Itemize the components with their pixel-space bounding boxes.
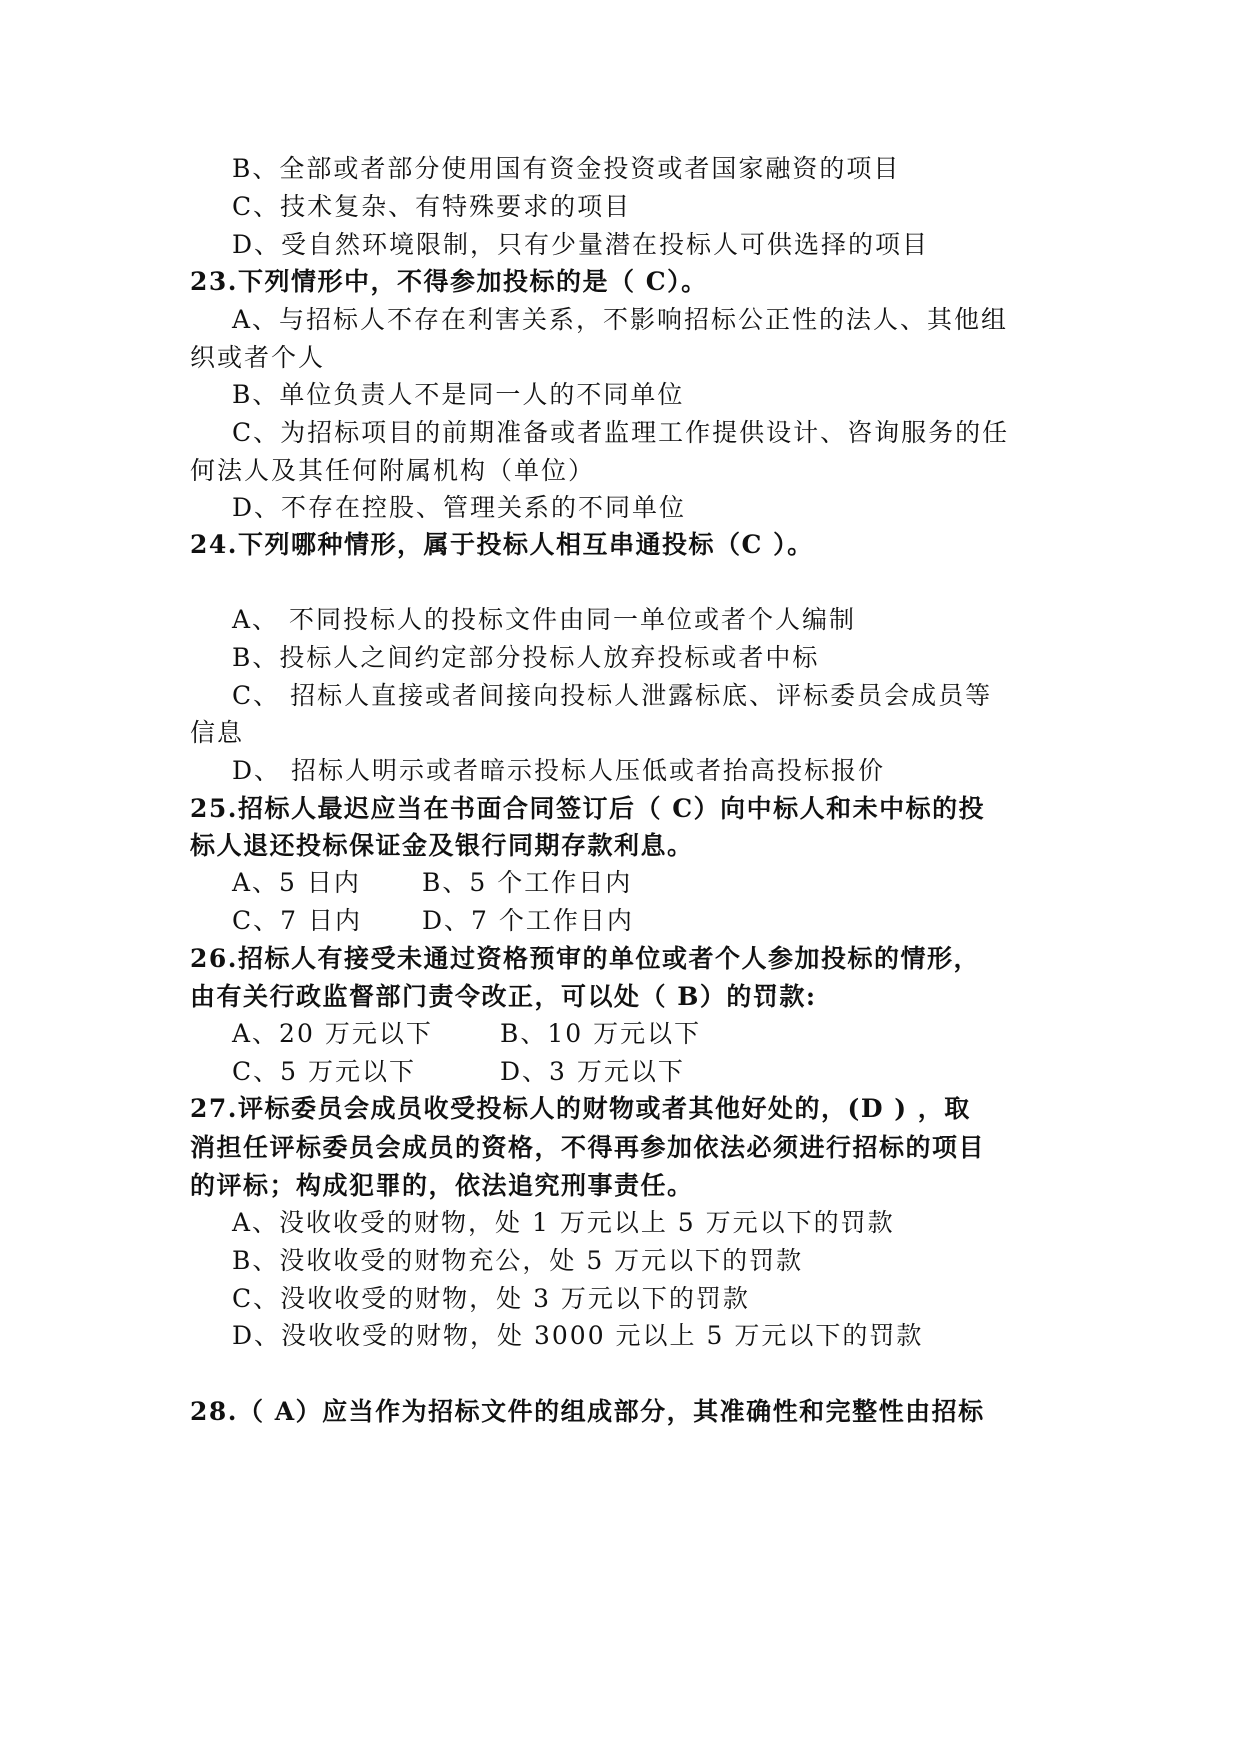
- q27-question-line2: 消担任评标委员会成员的资格，不得再参加依法必须进行招标的项目: [190, 1133, 986, 1162]
- q27-question-line3: 的评标；构成犯罪的，依法追究刑事责任。: [190, 1171, 694, 1200]
- q25-option-d: D、7 个工作日内: [422, 906, 634, 935]
- q26-question-line1: 26.招标人有接受未通过资格预审的单位或者个人参加投标的情形，: [190, 944, 980, 973]
- q25-option-c: C、7 日内: [232, 906, 362, 935]
- q24-option-a: A、 不同投标人的投标文件由同一单位或者个人编制: [232, 605, 857, 634]
- q23-option-b: B、单位负责人不是同一人的不同单位: [232, 380, 685, 409]
- q24-option-c-line2: 信息: [190, 718, 245, 747]
- q26-question-line2: 由有关行政监督部门责令改正，可以处（ B）的罚款:: [190, 982, 817, 1011]
- q23-question: 23.下列情形中，不得参加投标的是（ C）。: [190, 267, 708, 296]
- q25-option-a: A、5 日内: [232, 868, 361, 897]
- q26-option-c: C、5 万元以下: [232, 1057, 416, 1086]
- q23-option-c-line2: 何法人及其任何附属机构（单位）: [190, 456, 596, 485]
- q25-question-line1: 25.招标人最迟应当在书面合同签订后（ C）向中标人和未中标的投: [190, 794, 986, 823]
- q25-option-b: B、5 个工作日内: [422, 868, 633, 897]
- q23-option-a-line2: 织或者个人: [190, 343, 326, 372]
- q27-question-line1: 27.评标委员会成员收受投标人的财物或者其他好处的，(D ) ，取: [190, 1094, 971, 1123]
- q23-option-a-line1: A、与招标人不存在利害关系，不影响招标公正性的法人、其他组: [232, 305, 1009, 334]
- q26-option-a: A、20 万元以下: [232, 1019, 433, 1048]
- q27-option-d: D、没收收受的财物，处 3000 元以上 5 万元以下的罚款: [232, 1321, 924, 1350]
- q24-question: 24.下列哪种情形，属于投标人相互串通投标（C ）。: [190, 530, 814, 559]
- q24-option-b: B、投标人之间约定部分投标人放弃投标或者中标: [232, 643, 820, 672]
- q26-options-row1: [232, 1017, 1112, 1051]
- q22-option-d: D、受自然环境限制，只有少量潜在投标人可供选择的项目: [232, 230, 930, 259]
- q22-option-b: B、全部或者部分使用国有资金投资或者国家融资的项目: [232, 154, 901, 183]
- q25-options-row1: [232, 866, 1112, 900]
- q28-question-line1: 28.（ A）应当作为招标文件的组成部分，其准确性和完整性由招标: [190, 1397, 985, 1426]
- q23-option-c-line1: C、为招标项目的前期准备或者监理工作提供设计、咨询服务的任: [232, 418, 1010, 447]
- q27-option-a: A、没收收受的财物，处 1 万元以上 5 万元以下的罚款: [232, 1208, 895, 1237]
- q26-option-d: D、3 万元以下: [500, 1057, 685, 1086]
- q27-option-b: B、没收收受的财物充公，处 5 万元以下的罚款: [232, 1246, 804, 1275]
- q26-options-row2: [232, 1055, 1112, 1089]
- q24-option-c-line1: C、 招标人直接或者间接向投标人泄露标底、评标委员会成员等: [232, 681, 993, 710]
- q22-option-c: C、技术复杂、有特殊要求的项目: [232, 192, 632, 221]
- q23-option-d: D、不存在控股、管理关系的不同单位: [232, 493, 687, 522]
- q24-option-d: D、 招标人明示或者暗示投标人压低或者抬高投标报价: [232, 756, 885, 785]
- q26-option-b: B、10 万元以下: [500, 1019, 702, 1048]
- q27-option-c: C、没收收受的财物，处 3 万元以下的罚款: [232, 1284, 750, 1313]
- q25-options-row2: [232, 904, 1112, 938]
- q25-question-line2: 标人退还投标保证金及银行同期存款利息。: [190, 831, 694, 860]
